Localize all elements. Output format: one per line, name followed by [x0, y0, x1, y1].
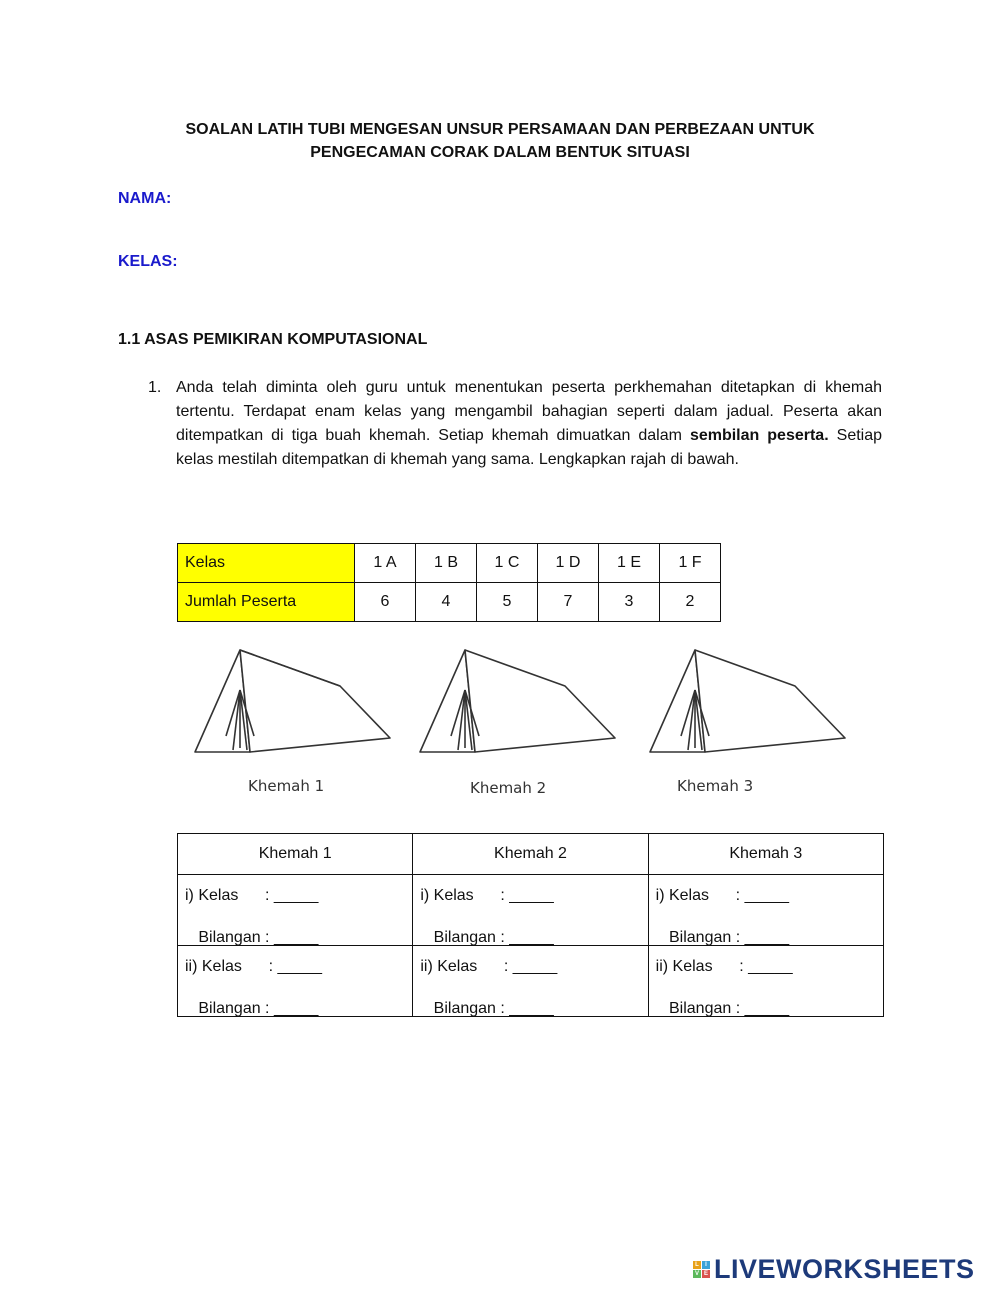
answer-header: Khemah 3 — [648, 834, 883, 875]
kelas-blank[interactable]: i) Kelas : _____ — [655, 887, 790, 904]
liveworksheets-logo — [693, 1254, 975, 1285]
answer-row — [178, 946, 884, 1017]
kelas-blank[interactable]: ii) Kelas : _____ — [420, 958, 558, 975]
answer-header: Khemah 2 — [413, 834, 648, 875]
class-cell: 1 C — [477, 544, 538, 583]
count-cell: 5 — [477, 583, 538, 622]
tent-label: Khemah 3 — [677, 777, 754, 795]
liveworksheets-wordmark: LIVEWORKSHEETS — [714, 1254, 975, 1284]
bilangan-blank[interactable]: Bilangan : _____ — [185, 929, 319, 946]
bilangan-blank[interactable]: Bilangan : _____ — [420, 1000, 554, 1017]
answer-cell — [648, 946, 883, 1017]
kelas-blank[interactable]: ii) Kelas : _____ — [655, 958, 793, 975]
question-text-bold: sembilan peserta. — [689, 427, 829, 444]
answer-cell — [413, 946, 648, 1017]
question-text — [176, 376, 882, 472]
question-number: 1. — [148, 379, 162, 396]
logo-letter: V — [694, 1271, 699, 1277]
class-row-header: Kelas — [178, 544, 355, 583]
logo-letter: I — [702, 1261, 710, 1269]
answer-header: Khemah 1 — [178, 834, 413, 875]
answer-cell — [413, 875, 648, 946]
logo-letter: L — [693, 1261, 701, 1269]
tent-icon — [195, 650, 390, 752]
kelas-blank[interactable]: i) Kelas : _____ — [185, 887, 319, 904]
class-cell: 1 A — [355, 544, 416, 583]
bilangan-blank[interactable]: Bilangan : _____ — [185, 1000, 319, 1017]
answer-row — [178, 875, 884, 946]
logo-letter: E — [703, 1271, 708, 1277]
class-cell: 1 D — [538, 544, 599, 583]
title-line-2: PENGECAMAN CORAK DALAM BENTUK SITUASI — [310, 144, 690, 161]
worksheet-title — [100, 118, 900, 164]
answer-table — [177, 833, 884, 1017]
answer-cell — [178, 946, 413, 1017]
tent-label: Khemah 1 — [248, 777, 325, 795]
class-cell: 1 B — [416, 544, 477, 583]
bilangan-blank[interactable]: Bilangan : _____ — [420, 929, 554, 946]
bilangan-blank[interactable]: Bilangan : _____ — [655, 929, 790, 946]
answer-cell — [178, 875, 413, 946]
title-line-1: SOALAN LATIH TUBI MENGESAN UNSUR PERSAMAAN DAN PERBEZAAN UNTUK — [185, 121, 815, 138]
count-cell: 3 — [599, 583, 660, 622]
count-row-header: Jumlah Peserta — [178, 583, 355, 622]
count-cell: 2 — [660, 583, 721, 622]
class-cell: 1 E — [599, 544, 660, 583]
nama-label: NAMA: — [118, 190, 172, 207]
class-table — [177, 543, 721, 622]
bilangan-blank[interactable]: Bilangan : _____ — [655, 1000, 790, 1017]
class-cell: 1 F — [660, 544, 721, 583]
tent-icon — [650, 650, 845, 752]
class-row — [178, 544, 721, 583]
count-row — [178, 583, 721, 622]
tents-illustration — [190, 640, 860, 810]
section-heading: 1.1 ASAS PEMIKIRAN KOMPUTASIONAL — [118, 331, 428, 348]
question-text-part2: Setiap kelas mestilah ditempatkan di khemah yang sama. Lengkapkan rajah di bawah. — [176, 427, 883, 468]
answer-cell — [648, 875, 883, 946]
kelas-blank[interactable]: ii) Kelas : _____ — [185, 958, 322, 975]
count-cell: 7 — [538, 583, 599, 622]
tent-icon — [420, 650, 615, 752]
count-cell: 6 — [355, 583, 416, 622]
answer-header-row — [178, 834, 884, 875]
kelas-label: KELAS: — [118, 253, 178, 270]
count-cell: 4 — [416, 583, 477, 622]
liveworksheets-icon — [693, 1261, 710, 1278]
question-1 — [148, 376, 882, 472]
kelas-blank[interactable]: i) Kelas : _____ — [420, 887, 554, 904]
question-text-part1: Anda telah diminta oleh guru untuk menentukan peserta perkhemahan ditetapkan di khemah tertentu. Terdapat enam kelas yang mengambil bahagian seperti dalam jadual. Peserta akan ditempatkan di tiga buah khemah. Setiap khemah dimuatkan dalam — [176, 379, 882, 444]
tent-label: Khemah 2 — [470, 779, 547, 797]
